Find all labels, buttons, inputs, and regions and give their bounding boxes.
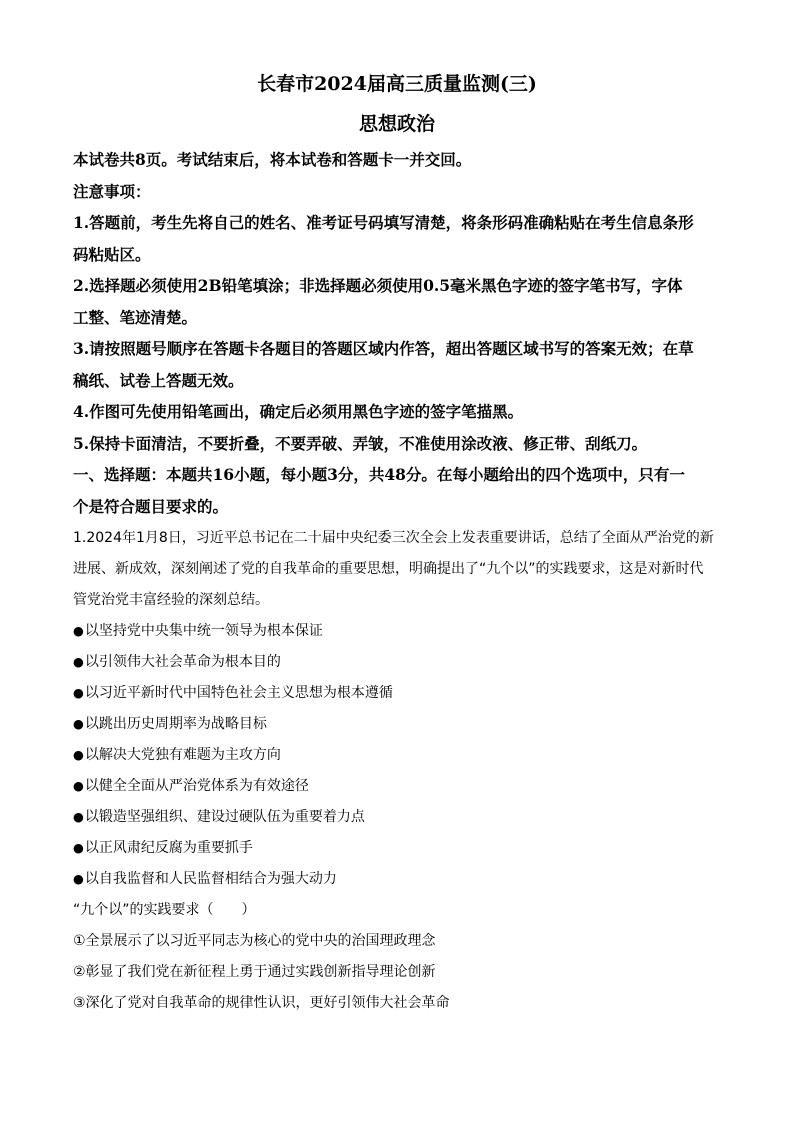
question-stem: 进展、新成效，深刻阐述了党的自我革命的重要思想，明确提出了“九个以”的实践要求，这是对新时代 xyxy=(73,561,704,577)
option-item: ②彰显了我们党在新征程上勇于通过实践创新指导理论创新 xyxy=(73,964,436,980)
section-heading: 一、选择题：本题共16小题，每小题3分，共48分。在每小题给出的四个选项中，只有一 xyxy=(73,465,685,484)
notice-line: 5.保持卡面清洁，不要折叠，不要弄破、弄皱，不准使用涂改液、修正带、刮纸刀。 xyxy=(73,433,648,453)
subject-title: 思想政治 xyxy=(358,113,435,135)
bullet-item: ● 以健全全面从严治党体系为有效途径 xyxy=(73,773,723,804)
notice-heading: 注意事项： xyxy=(73,181,151,201)
question-stem: 管党治党丰富经验的深刻总结。 xyxy=(73,592,269,608)
notice-line: 3.请按照题号顺序在答题卡各题目的答题区域内作答，超出答题区域书写的答案无效；在草 xyxy=(73,339,694,358)
notice-line: 工整、笔迹清楚。 xyxy=(73,307,198,327)
notice-line: 2.选择题必须使用2B铅笔填涂；非选择题必须使用0.5毫米黑色字迹的签字笔书写，字体 xyxy=(73,276,683,295)
bullet-item: ● 以正风肃纪反腐为重要抓手 xyxy=(73,835,723,866)
bullet-item: ● 以坚持党中央集中统一领导为根本保证 xyxy=(73,618,723,649)
notice-line: 4.作图可先使用铅笔画出，确定后必须用黑色字迹的签字笔描黑。 xyxy=(73,402,524,421)
exam-content xyxy=(73,147,723,1021)
notice-line: 码粘贴区。 xyxy=(73,244,151,264)
notice-line: 1.答题前，考生先将自己的姓名、准考证号码填写清楚，将条形码准确粘贴在考生信息条形 xyxy=(73,213,694,232)
exam-title: 长春市2024届高三质量监测(三) xyxy=(257,73,537,95)
bullet-item: ● 以习近平新时代中国特色社会主义思想为根本遵循 xyxy=(73,680,723,711)
bullet-item: ● 以跳出历史周期率为战略目标 xyxy=(73,711,723,742)
bullet-item: ● 以引领伟大社会革命为根本目的 xyxy=(73,649,723,680)
bullet-item: ● 以解决大党独有难题为主攻方向 xyxy=(73,742,723,773)
exam-intro: 本试卷共8页。考试结束后，将本试卷和答题卡一并交回。 xyxy=(73,150,472,169)
option-item: ③深化了党对自我革命的规律性认识，更好引领伟大社会革命 xyxy=(73,995,450,1011)
section-heading: 个是符合题目要求的。 xyxy=(73,496,229,516)
question-stem: 1.2024年1月8日，习近平总书记在二十届中央纪委三次全会上发表重要讲话，总结了全面从严治党的新 xyxy=(73,530,714,546)
option-item: ①全景展示了以习近平同志为核心的党中央的治国理政理念 xyxy=(73,933,436,949)
bullet-item: ● 以自我监督和人民监督相结合为强大动力 xyxy=(73,866,723,897)
bullet-item: ● 以锻造坚强组织、建设过硬队伍为重要着力点 xyxy=(73,804,723,835)
notice-line: 稿纸、试卷上答题无效。 xyxy=(73,370,244,390)
question-prompt: “九个以”的实践要求（ ） xyxy=(73,902,256,918)
